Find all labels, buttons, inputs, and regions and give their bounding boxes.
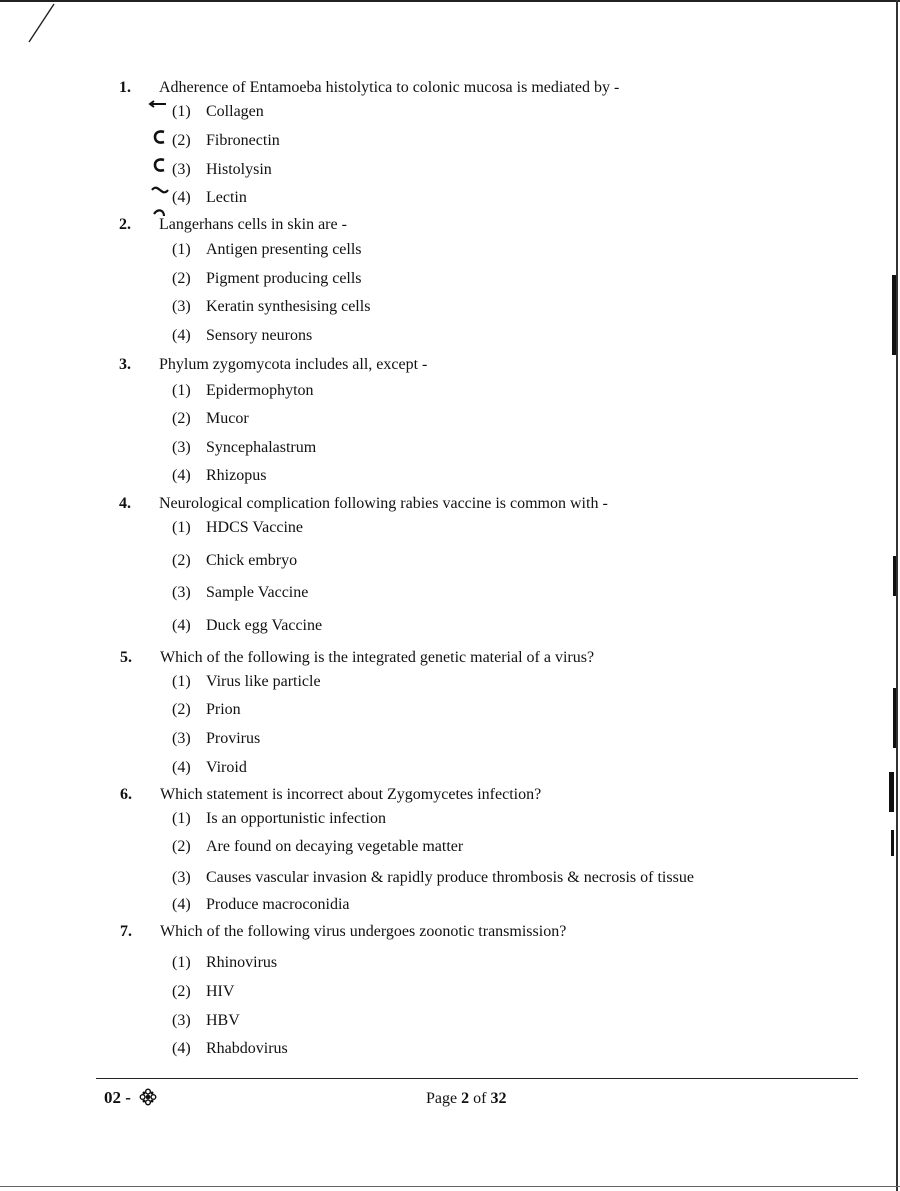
option-number: (4) — [172, 896, 191, 913]
option-text: Mucor — [206, 410, 249, 427]
option-text: Chick embryo — [206, 552, 298, 569]
option-number: (1) — [172, 241, 191, 258]
option-2 — [172, 131, 280, 151]
option-number: (3) — [172, 584, 191, 601]
question-text: Which of the following virus undergoes zoonotic transmission? — [160, 923, 567, 940]
option-text: Prion — [206, 701, 241, 718]
option-text: Sensory neurons — [206, 327, 313, 344]
option-text: Viroid — [206, 759, 247, 776]
option-text: Collagen — [206, 103, 264, 120]
option-2 — [172, 269, 362, 289]
option-text: Provirus — [206, 730, 261, 747]
option-4 — [172, 188, 247, 208]
option-text: Produce macroconidia — [206, 896, 350, 913]
option-text: Epidermophyton — [206, 382, 314, 399]
option-text: Sample Vaccine — [206, 584, 309, 601]
option-text: Rhinovirus — [206, 954, 278, 971]
option-number: (2) — [172, 132, 191, 149]
flower-icon — [139, 1088, 157, 1106]
option-number: (2) — [172, 410, 191, 427]
option-number: (4) — [172, 617, 191, 634]
option-2 — [172, 409, 249, 429]
option-number: (3) — [172, 298, 191, 315]
option-number: (1) — [172, 103, 191, 120]
option-text: Rhizopus — [206, 467, 267, 484]
question-number: 3. — [119, 356, 131, 373]
option-number: (4) — [172, 759, 191, 776]
question-number: 7. — [120, 923, 132, 940]
question-text: Neurological complication following rabies vaccine is common with - — [159, 495, 608, 512]
option-text: Antigen presenting cells — [206, 241, 362, 258]
question-text: Adherence of Entamoeba histolytica to colonic mucosa is mediated by - — [159, 79, 620, 96]
option-number: (4) — [172, 467, 191, 484]
option-text: Syncephalastrum — [206, 439, 317, 456]
option-3 — [172, 868, 694, 888]
option-text: HDCS Vaccine — [206, 519, 304, 536]
option-3 — [172, 729, 260, 749]
option-number: (3) — [172, 161, 191, 178]
page-of-label: of — [473, 1090, 487, 1107]
pen-stroke-mark — [26, 2, 66, 46]
option-text: Are found on decaying vegetable matter — [206, 838, 464, 855]
option-3 — [172, 583, 308, 603]
option-text: Histolysin — [206, 161, 272, 178]
scan-edge-bottom — [0, 1186, 900, 1187]
option-number: (2) — [172, 983, 191, 1000]
footer-rule — [96, 1078, 858, 1079]
option-text: Fibronectin — [206, 132, 280, 149]
option-number: (1) — [172, 673, 191, 690]
option-number: (1) — [172, 810, 191, 827]
question-number: 2. — [119, 216, 131, 233]
option-number: (4) — [172, 327, 191, 344]
option-text: Virus like particle — [206, 673, 321, 690]
option-number: (1) — [172, 954, 191, 971]
option-text: Duck egg Vaccine — [206, 617, 323, 634]
receipt-stamp-mark — [148, 98, 170, 228]
question-text: Which statement is incorrect about Zygomycetes infection? — [160, 786, 542, 803]
option-1 — [172, 102, 264, 122]
option-2 — [172, 700, 241, 720]
booklet-code — [104, 1087, 157, 1109]
option-text: Keratin synthesising cells — [206, 298, 371, 315]
option-4 — [172, 616, 322, 636]
option-number: (2) — [172, 838, 191, 855]
scan-edge-right — [896, 0, 898, 1191]
option-4 — [172, 895, 350, 915]
question-number: 5. — [120, 649, 132, 666]
option-1 — [172, 518, 303, 538]
option-text: Rhabdovirus — [206, 1040, 288, 1057]
question-number: 1. — [119, 79, 131, 96]
option-text: Lectin — [206, 189, 247, 206]
option-4 — [172, 326, 312, 346]
scan-edge-top — [0, 0, 900, 2]
page-current: 2 — [461, 1090, 470, 1107]
option-number: (2) — [172, 270, 191, 287]
option-number: (3) — [172, 1012, 191, 1029]
option-text: HIV — [206, 983, 235, 1000]
option-number: (2) — [172, 701, 191, 718]
option-4 — [172, 466, 266, 486]
question-text: Phylum zygomycota includes all, except - — [159, 356, 428, 373]
option-text: Is an opportunistic infection — [206, 810, 386, 827]
option-text: Causes vascular invasion & rapidly produce thrombosis & necrosis of tissue — [206, 869, 694, 886]
option-1 — [172, 240, 362, 260]
page-indicator — [426, 1088, 506, 1110]
option-text: HBV — [206, 1012, 240, 1029]
option-2 — [172, 837, 463, 857]
option-3 — [172, 1011, 240, 1031]
option-number: (2) — [172, 552, 191, 569]
option-3 — [172, 438, 316, 458]
question-text: Which of the following is the integrated genetic material of a virus? — [160, 649, 595, 666]
option-4 — [172, 758, 247, 778]
booklet-code-text: 02 - — [104, 1088, 131, 1107]
option-number: (4) — [172, 189, 191, 206]
option-number: (1) — [172, 519, 191, 536]
option-3 — [172, 160, 272, 180]
question-number: 6. — [120, 786, 132, 803]
option-number: (1) — [172, 382, 191, 399]
option-1 — [172, 809, 386, 829]
option-number: (3) — [172, 869, 191, 886]
option-number: (4) — [172, 1040, 191, 1057]
option-2 — [172, 982, 234, 1002]
option-text: Pigment producing cells — [206, 270, 362, 287]
option-2 — [172, 551, 297, 571]
option-3 — [172, 297, 370, 317]
option-number: (3) — [172, 730, 191, 747]
question-text: Langerhans cells in skin are - — [159, 216, 347, 233]
page-label: Page — [426, 1090, 458, 1107]
option-1 — [172, 953, 277, 973]
question-number: 4. — [119, 495, 131, 512]
page-total: 32 — [490, 1090, 507, 1107]
option-number: (3) — [172, 439, 191, 456]
option-1 — [172, 672, 321, 692]
option-1 — [172, 381, 314, 401]
option-4 — [172, 1039, 288, 1059]
